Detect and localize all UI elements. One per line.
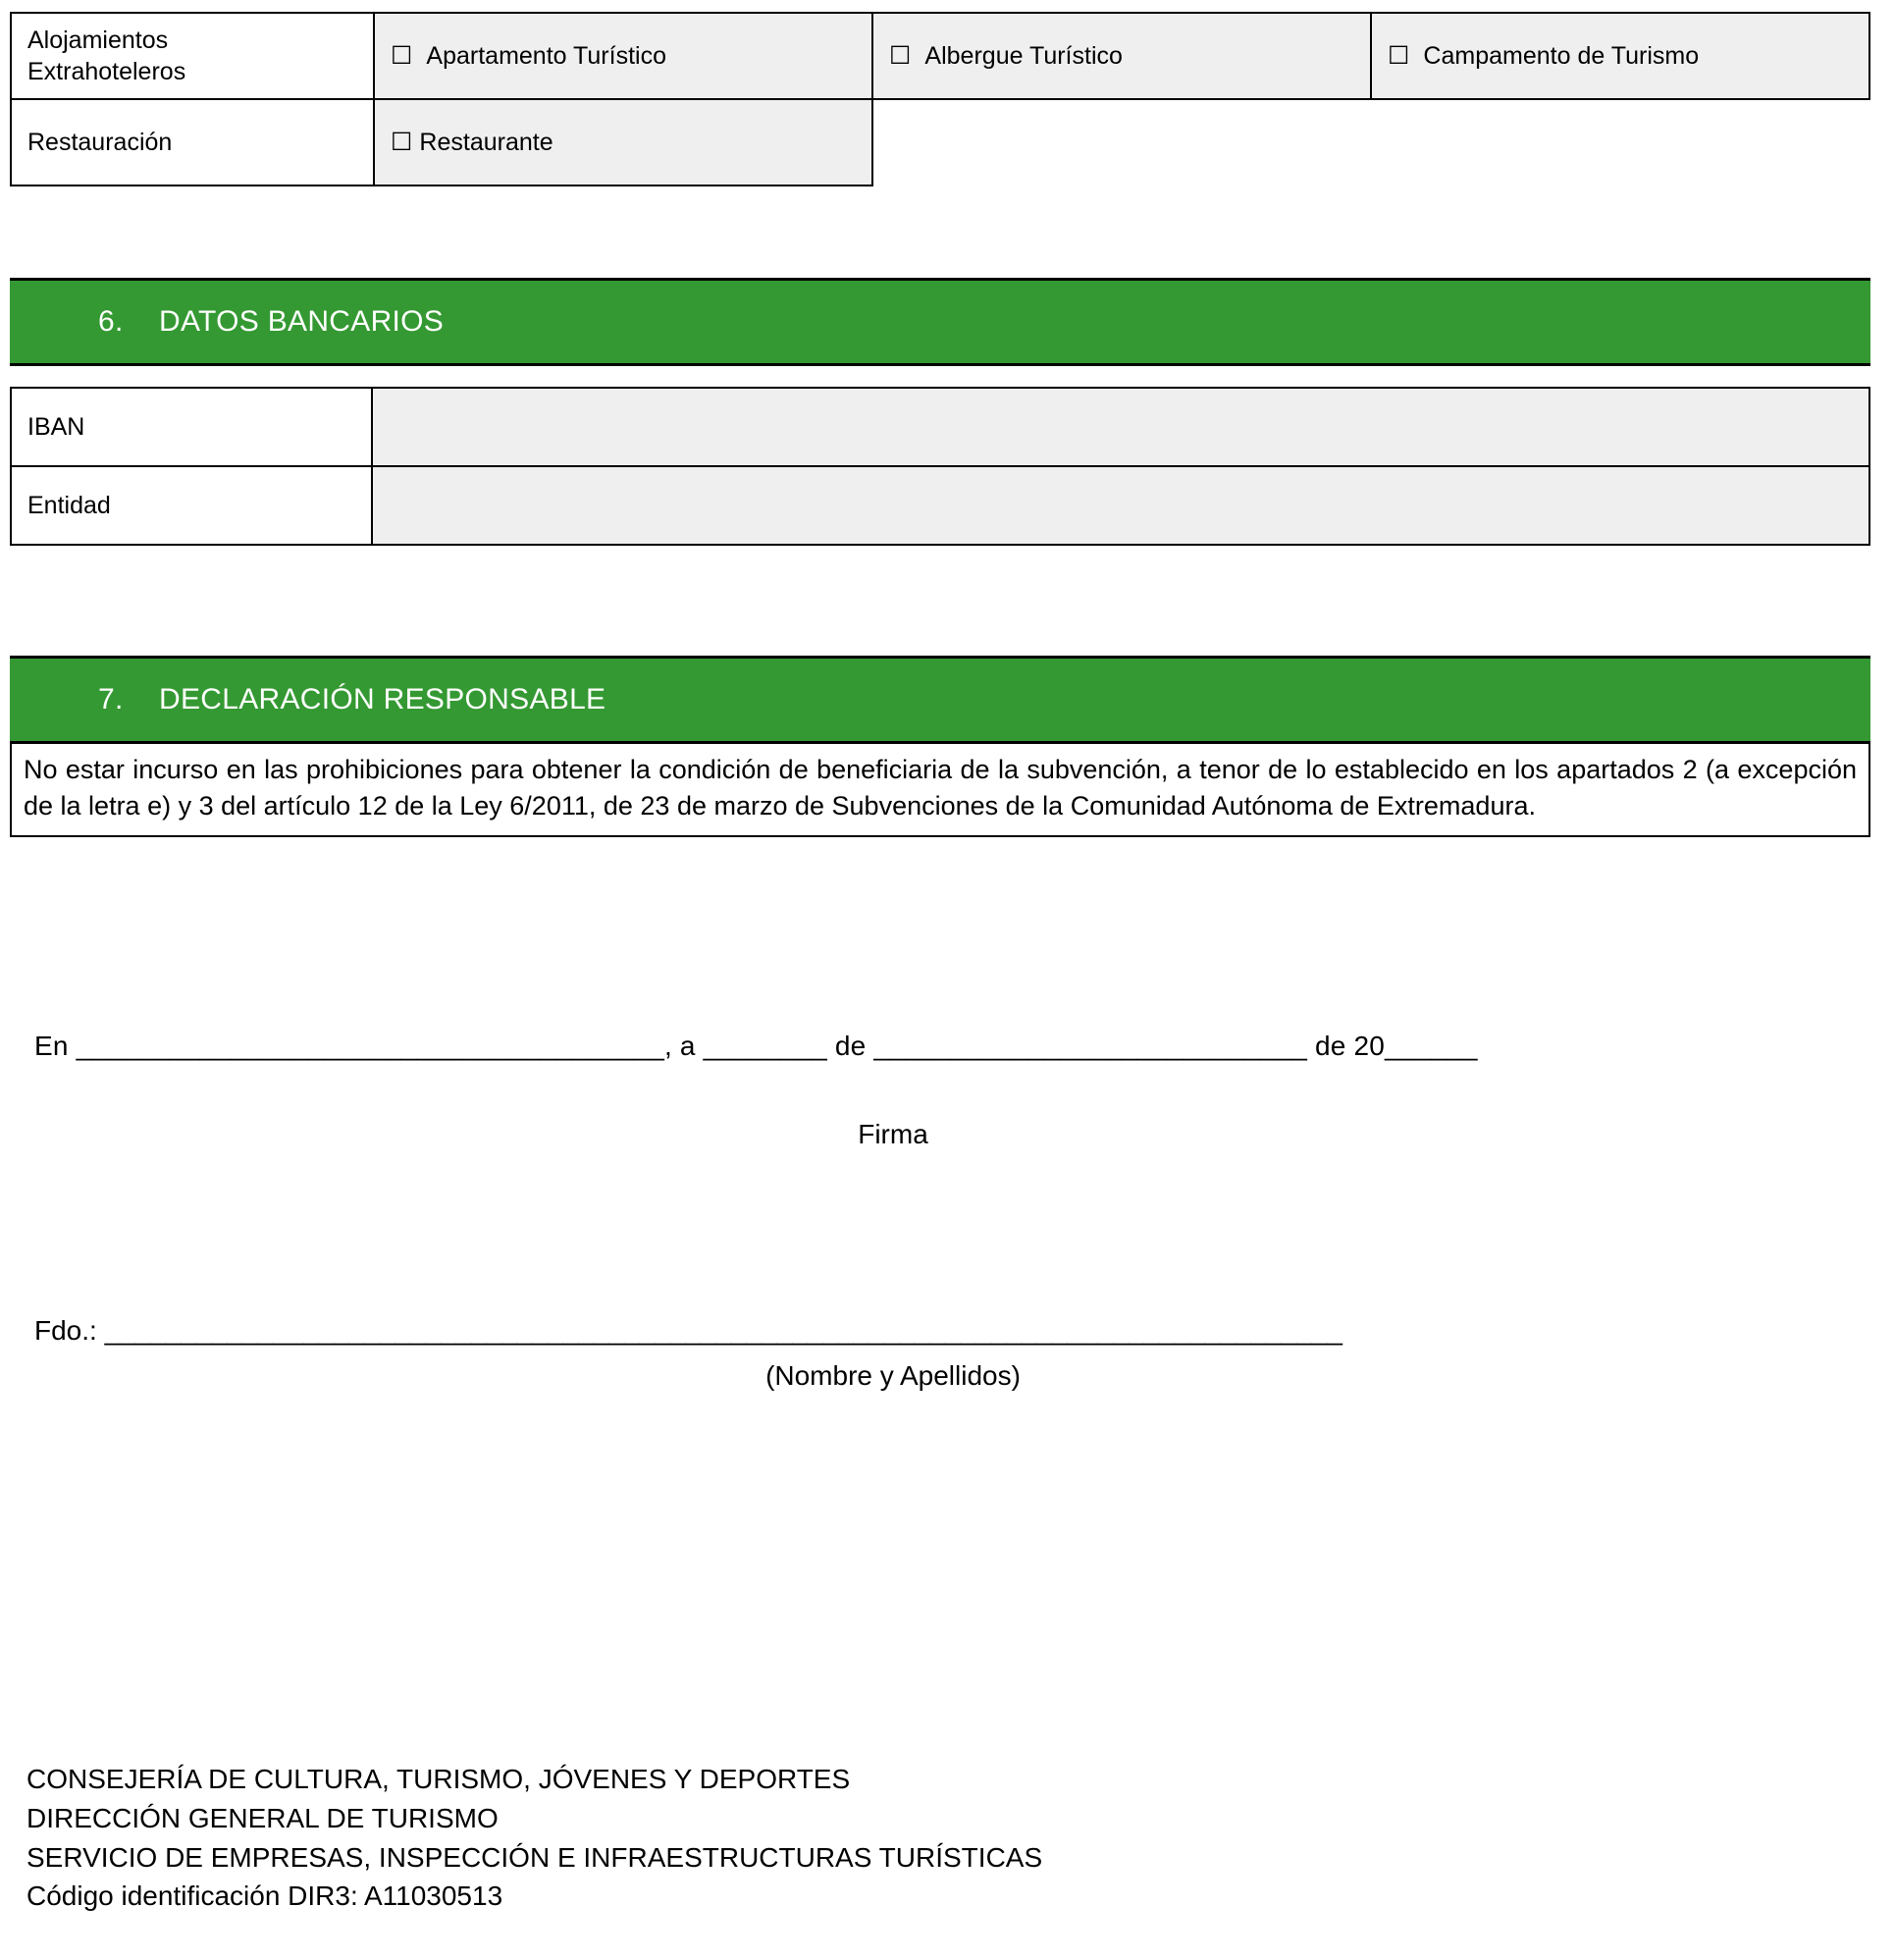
field-label-entidad: Entidad: [11, 466, 372, 545]
empty-cell: [1371, 99, 1869, 185]
checkbox-unchecked-icon[interactable]: ☐: [391, 41, 413, 70]
footer-line-consejeria: CONSEJERÍA DE CULTURA, TURISMO, JÓVENES Y DEPORTES: [26, 1764, 851, 1794]
row-label-line2: Extrahoteleros: [27, 58, 186, 85]
table-row: [11, 13, 1869, 99]
option-campamento-de-turismo[interactable]: [1371, 13, 1869, 99]
section-number: 6.: [98, 305, 124, 338]
checkbox-unchecked-icon[interactable]: ☐: [889, 41, 912, 70]
firma-label: Firma: [858, 1119, 928, 1149]
option-label: Campamento de Turismo: [1423, 42, 1700, 70]
checkbox-unchecked-icon[interactable]: ☐: [1388, 41, 1410, 70]
section-number: 7.: [98, 683, 124, 715]
datos-bancarios-table: [10, 387, 1870, 546]
checkbox-unchecked-icon[interactable]: ☐: [391, 128, 413, 156]
row-label-restauracion: Restauración: [11, 99, 374, 185]
fdo-line[interactable]: Fdo.: _________________________________________________________________________________: [34, 1315, 1342, 1346]
section-title: DECLARACIÓN RESPONSABLE: [159, 683, 606, 715]
option-label: Albergue Turístico: [924, 42, 1123, 70]
row-label-line1: Alojamientos: [27, 26, 169, 54]
entidad-input[interactable]: [372, 466, 1869, 545]
section-header-datos-bancarios: [10, 278, 1870, 366]
empty-cell: [872, 99, 1371, 185]
table-row: [11, 99, 1869, 185]
tipologias-table: [10, 12, 1870, 186]
table-row: [11, 388, 1869, 466]
iban-input[interactable]: [372, 388, 1869, 466]
section-title: DATOS BANCARIOS: [159, 305, 445, 338]
footer-line-direccion-general: DIRECCIÓN GENERAL DE TURISMO: [26, 1802, 499, 1833]
option-label: Restaurante: [419, 129, 553, 156]
footer-line-codigo-dir3: Código identificación DIR3: A11030513: [26, 1881, 503, 1912]
footer-block: [26, 1760, 1042, 1916]
option-albergue-turistico[interactable]: [872, 13, 1371, 99]
nombre-apellidos-label: (Nombre y Apellidos): [765, 1360, 1021, 1391]
table-row: [11, 466, 1869, 545]
row-label-alojamientos: [11, 13, 374, 99]
date-place-line[interactable]: En ______________________________________, a ________ de ____________________________ de 20______: [34, 1031, 1478, 1061]
footer-line-servicio: SERVICIO DE EMPRESAS, INSPECCIÓN E INFRAESTRUCTURAS TURÍSTICAS: [26, 1841, 1043, 1873]
section-header-declaracion-responsable: [10, 656, 1870, 744]
option-restaurante[interactable]: [374, 99, 872, 185]
field-label-iban: IBAN: [11, 388, 372, 466]
declaracion-responsable-text: No estar incurso en las prohibiciones para obtener la condición de beneficiaria de la subvención, a tenor de lo establecido en los apartados 2 (a excepción de la letra e) y 3 del artículo 12 de la Ley 6/2011, de 23 de marzo de Subvenciones de la Comunidad Autónoma de Extremadura.: [10, 744, 1870, 837]
option-apartamento-turistico[interactable]: [374, 13, 872, 99]
option-label: Apartamento Turístico: [426, 42, 666, 70]
